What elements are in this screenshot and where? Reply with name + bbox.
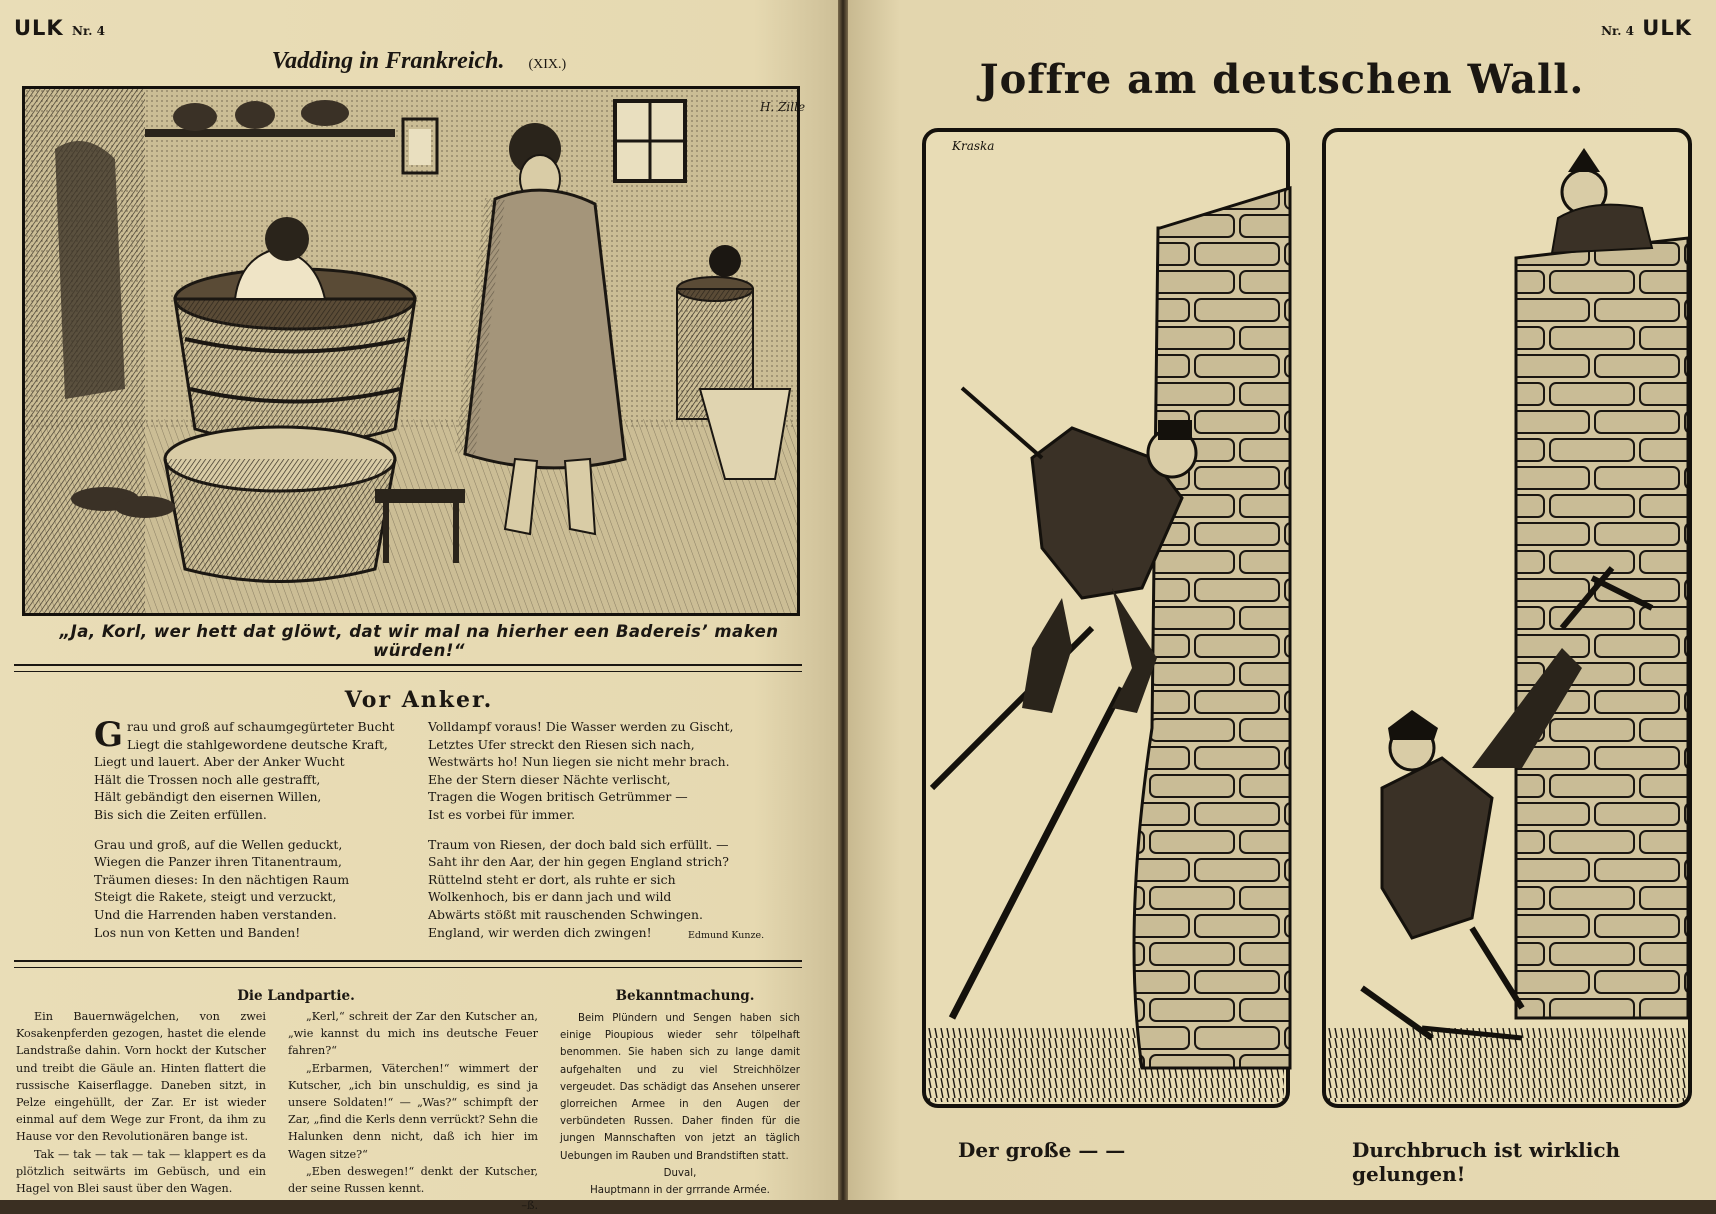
- wall-panel-left: [922, 128, 1290, 1108]
- poem-author: Edmund Kunze.: [688, 930, 765, 941]
- poem-line: Bis sich die Zeiten erfüllen.: [94, 806, 267, 822]
- landpartie-paragraph: Tak — tak — tak — tak — klappert es da plötzlich seitwärts im Gebüsch, und ein Hagel von Blei saust über den Wagen.: [16, 1147, 266, 1196]
- bekanntmachung-title: Bekanntmachung.: [615, 988, 755, 1004]
- poem-line: Los nun von Ketten und Banden!: [94, 924, 301, 940]
- poem-line: Wolkenhoch, bis er dann jach und wild: [428, 889, 672, 905]
- cartoon-caption: „Ja, Korl, wer hett dat glöwt, dat wir mal na hierher een Badereis’ maken würden!“: [59, 622, 779, 660]
- wall-panel-left-drawing: [922, 128, 1290, 1108]
- poem-line: Traum von Riesen, der doch bald sich erfüllt. —: [428, 836, 729, 852]
- poem-line: Hält gebändigt den eisernen Willen,: [94, 789, 322, 805]
- rule-bottom: [14, 960, 802, 968]
- panel-caption-right: Durchbruch ist wirklich gelungen!: [1352, 1138, 1621, 1186]
- poem-line: Und die Harrenden haben verstanden.: [94, 906, 337, 922]
- bekanntmachung-text: Beim Plündern und Sengen haben sich einige Pioupious wieder sehr tölpelhaft benommen. Sie haben sich zu lange damit aufgehalten und zu viel Streichhölzer vergeudet. Das schädigt das Ansehen unserer glorreichen Armee in den Augen der verbündeten Russen. Daher finden für die jungen Mannschaften von jetzt an täglich Uebungen im Rauben und Brandstiften statt.: [560, 1013, 800, 1162]
- right-page: [848, 0, 1716, 1200]
- landpartie-title: Die Landpartie.: [237, 988, 355, 1004]
- landpartie-paragraph: „Eben deswegen!“ denkt der Kutscher, der seine Russen kennt.: [288, 1164, 538, 1196]
- poem-column-2: [428, 718, 778, 941]
- right-artist-signature: Kraska: [952, 139, 995, 153]
- wall-panel-right: [1322, 128, 1692, 1108]
- wall-panel-right-drawing: [1322, 128, 1692, 1108]
- panel-caption-left: Der große — —: [958, 1138, 1126, 1162]
- poem-line: Grau und groß, auf die Wellen geduckt,: [94, 836, 343, 852]
- rule-top: [14, 664, 802, 672]
- bath-cartoon-drawing: [25, 89, 806, 613]
- poem-column-1: [94, 715, 414, 941]
- landpartie-paragraph: „Erbarmen, Väterchen!“ wimmert der Kutscher, „ich bin unschuldig, es sind ja unsere Soldaten!“ — „Was?“ schimpft der Zar, „find die Kerls denn verrückt? Sehn die Halunken denn nicht, daß ich hier im Wagen sitze?“: [288, 1061, 538, 1161]
- left-masthead: [14, 16, 105, 40]
- bekanntmachung-signer: Duval,: [663, 1167, 697, 1179]
- landpartie-signature: –ß.: [521, 1199, 538, 1213]
- poem-line: Träumen dieses: In den nächtigen Raum: [94, 871, 350, 887]
- bekanntmachung-body: [560, 1010, 800, 1199]
- cartoon-artist-signature: H. Zille: [760, 100, 806, 114]
- poem-line: Letztes Ufer streckt den Riesen sich nach,: [428, 736, 695, 752]
- masthead-number: Nr. 4: [1601, 24, 1634, 38]
- poem-line: Steigt die Rakete, steigt und verzuckt,: [94, 889, 337, 905]
- cartoon-title-text: Vadding in Frankreich.: [271, 48, 505, 74]
- right-page-title: Joffre am deutschen Wall.: [979, 56, 1585, 103]
- page-gutter: [838, 0, 848, 1200]
- poem-line: England, wir werden dich zwingen!: [428, 924, 652, 940]
- poem-line: Abwärts stößt mit rauschenden Schwingen.: [428, 906, 703, 922]
- poem-title: Vor Anker.: [344, 687, 494, 713]
- poem-line: Tragen die Wogen britisch Getrümmer —: [428, 789, 688, 805]
- poem-line: Hält die Trossen noch alle gestrafft,: [94, 771, 321, 787]
- poem-line: Saht ihr den Aar, der hin gegen England strich?: [428, 854, 729, 870]
- poem-line: Liegt und lauert. Aber der Anker Wucht: [94, 754, 345, 770]
- masthead-name: ULK: [1642, 16, 1692, 40]
- poem-line: Ehe der Stern dieser Nächte verlischt,: [428, 771, 671, 787]
- cartoon-series-number: (XIX.): [528, 57, 567, 72]
- cartoon-title: [0, 48, 838, 75]
- bath-cartoon-illustration: [22, 86, 806, 616]
- poem-initial: G: [94, 715, 124, 755]
- poem-line: Westwärts ho! Nun liegen sie nicht mehr brach.: [428, 754, 730, 770]
- landpartie-column-2: [288, 1008, 538, 1214]
- landpartie-paragraph: Ein Bauernwägelchen, von zwei Kosakenpferden gezogen, hastet die elende Landstraße dahin. Vorn hockt der Kutscher und treibt die Gäule an. Hinten flattert die russische Kaiserflagge. Daneben sitzt, in Pelze eingehüllt, der Zar. Er ist wieder einmal auf dem Wege zur Front, da ihm zu Hause vor den Revolutionären bange ist.: [16, 1010, 266, 1144]
- poem-line: Ist es vorbei für immer.: [428, 806, 576, 822]
- left-page: [0, 0, 838, 1213]
- landpartie-paragraph: „Kerl,“ schreit der Zar den Kutscher an, „wie kannst du mich ins deutsche Feuer fahren?“: [288, 1010, 538, 1058]
- landpartie-column-1: [16, 1008, 266, 1197]
- poem-line: Wiegen die Panzer ihren Titanentraum,: [94, 854, 342, 870]
- poem-line: Rüttelnd steht er dort, als ruhte er sich: [428, 871, 676, 887]
- masthead-name: ULK: [14, 16, 64, 40]
- poem-line: Volldampf voraus! Die Wasser werden zu Gischt,: [428, 719, 734, 734]
- right-masthead: [1601, 16, 1692, 40]
- poem-line: rau und groß auf schaumgegürteter Bucht: [127, 719, 395, 734]
- bekanntmachung-signer-title: Hauptmann in der grrrande Armée.: [590, 1185, 770, 1197]
- masthead-number: Nr. 4: [72, 24, 105, 38]
- poem-line: Liegt die stahlgewordene deutsche Kraft,: [127, 736, 388, 752]
